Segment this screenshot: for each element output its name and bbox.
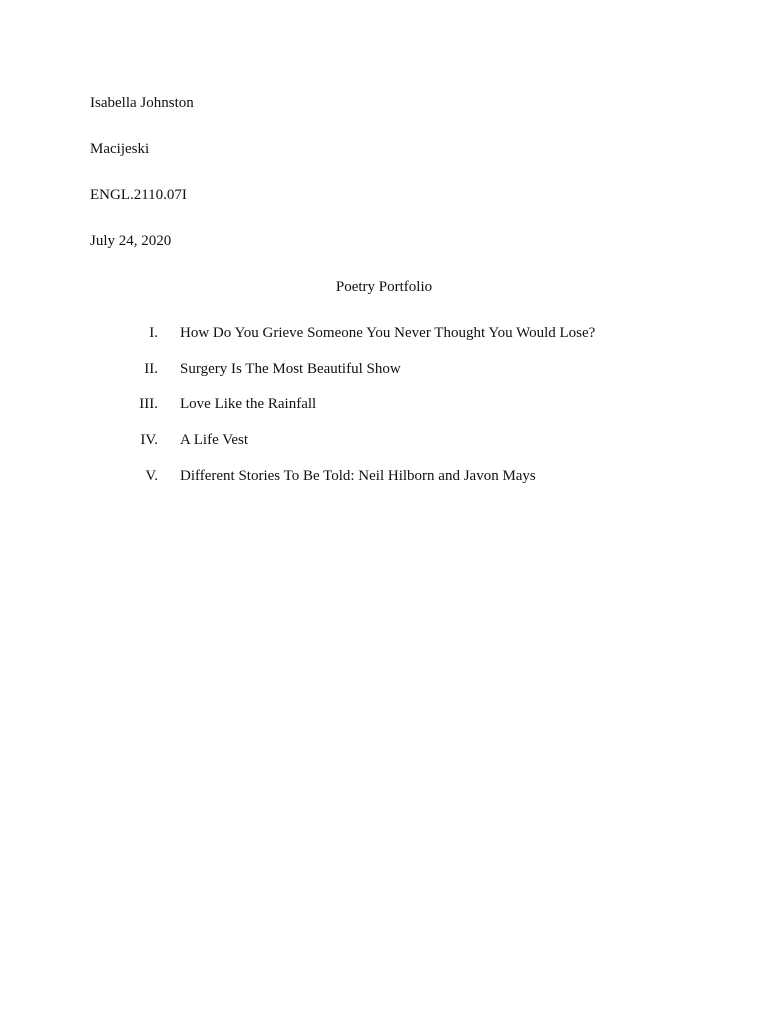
author-name: Isabella Johnston: [90, 95, 194, 111]
list-item: [0, 324, 768, 342]
item-title: Different Stories To Be Told: Neil Hilborn and Javon Mays: [180, 468, 536, 484]
item-numeral: V.: [145, 468, 158, 484]
document-title: Poetry Portfolio: [335, 279, 433, 295]
item-title: How Do You Grieve Someone You Never Thought You Would Lose?: [180, 325, 596, 341]
item-numeral: I.: [149, 325, 158, 341]
item-title: Surgery Is The Most Beautiful Show: [180, 361, 401, 377]
course-code: ENGL.2110.07I: [90, 187, 187, 203]
item-title: A Life Vest: [180, 432, 249, 448]
list-item: [0, 467, 768, 485]
item-numeral: III.: [139, 396, 158, 412]
document-date: July 24, 2020: [90, 233, 172, 249]
instructor-name: Macijeski: [90, 141, 150, 157]
item-numeral: IV.: [140, 432, 158, 448]
list-item: [0, 360, 768, 378]
list-item: [0, 431, 768, 449]
item-title: Love Like the Rainfall: [180, 396, 317, 412]
item-numeral: II.: [144, 361, 158, 377]
list-item: [0, 395, 768, 413]
